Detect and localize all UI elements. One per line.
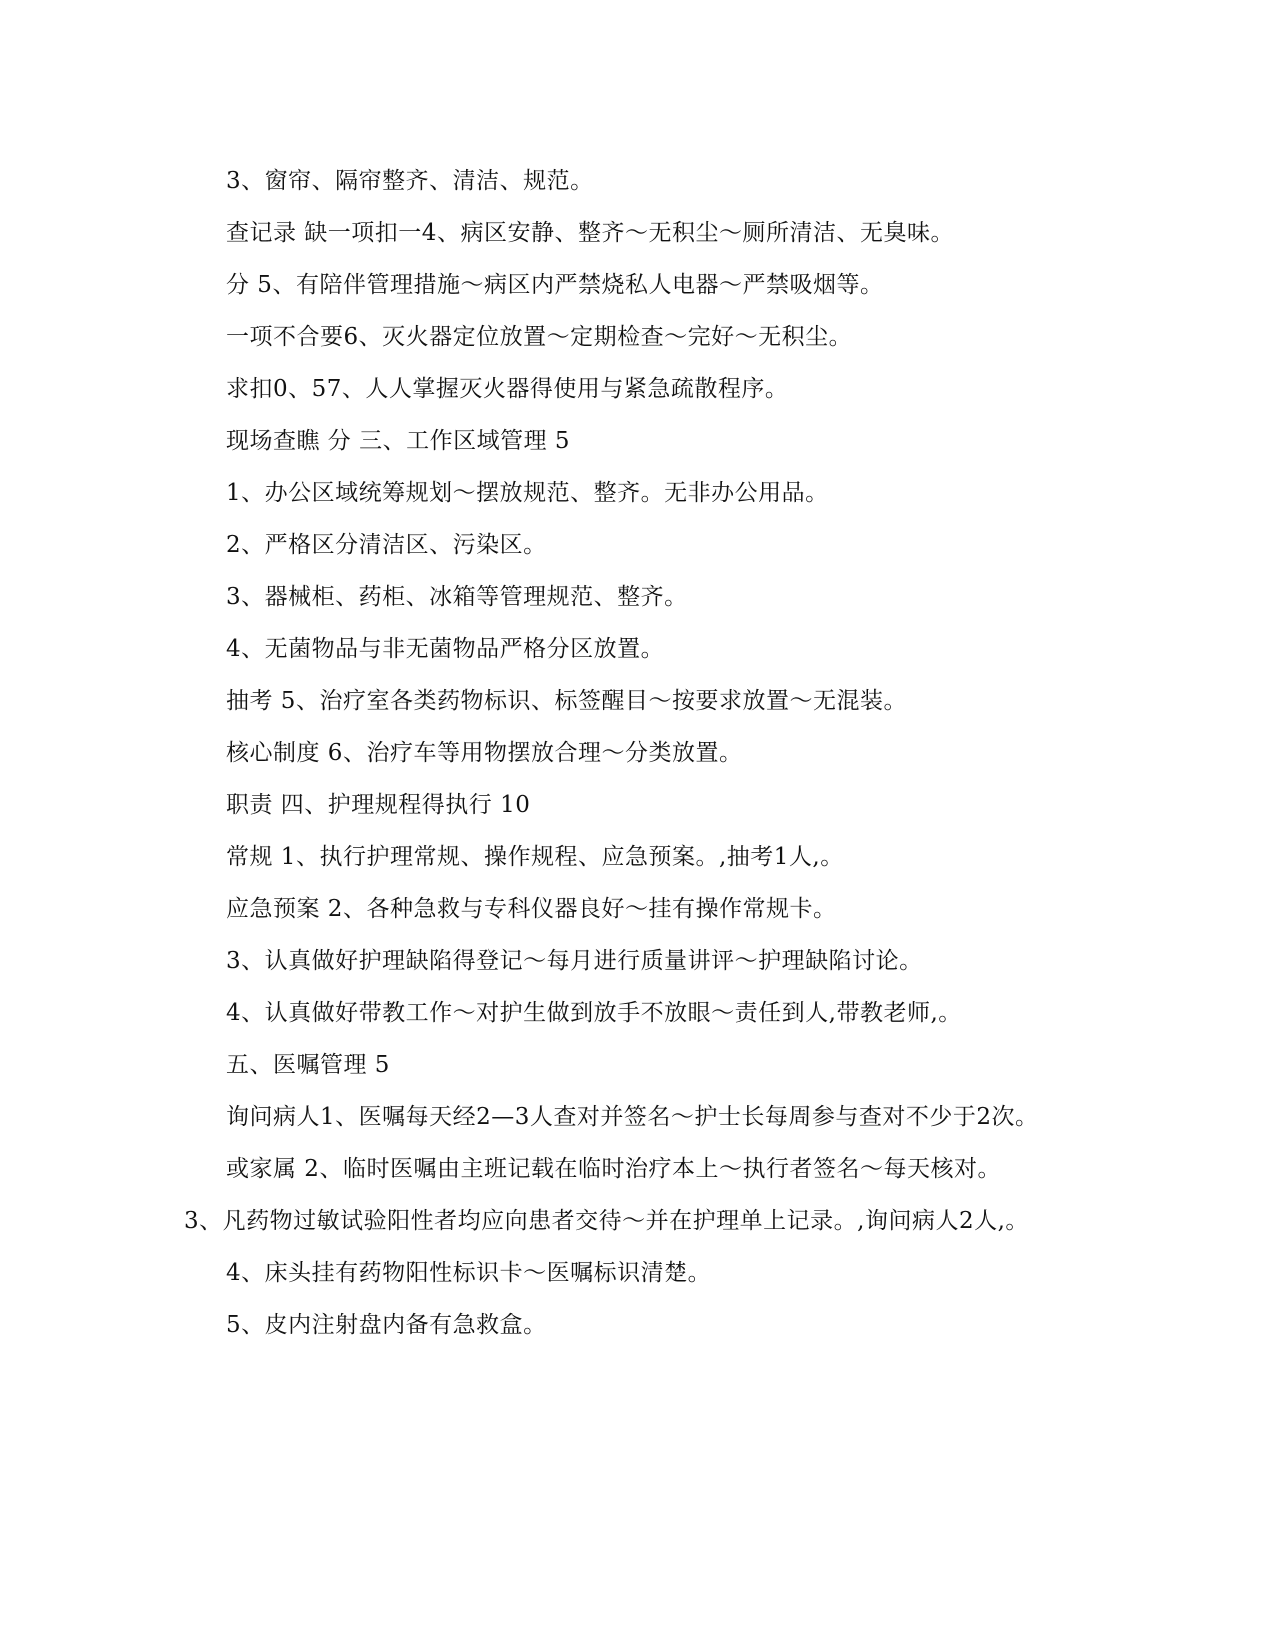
text-line: 3、认真做好护理缺陷得登记～每月进行质量讲评～护理缺陷讨论。 — [226, 948, 923, 974]
text-line: 询问病人1、医嘱每天经2—3人查对并签名～护士长每周参与查对不少于2次。 — [226, 1104, 1039, 1130]
text-line: 核心制度 6、治疗车等用物摆放合理～分类放置。 — [226, 740, 743, 766]
text-line: 或家属 2、临时医嘱由主班记载在临时治疗本上～执行者签名～每天核对。 — [226, 1156, 1001, 1182]
text-line: 五、医嘱管理 5 — [226, 1052, 390, 1078]
text-line: 职责 四、护理规程得执行 10 — [226, 792, 531, 818]
text-line: 3、凡药物过敏试验阳性者均应向患者交待～并在护理单上记录。,询问病人2人,。 — [184, 1208, 1029, 1234]
text-line: 一项不合要6、灭火器定位放置～定期检查～完好～无积尘。 — [226, 324, 853, 350]
text-line: 4、床头挂有药物阳性标识卡～医嘱标识清楚。 — [226, 1260, 712, 1286]
text-line: 4、无菌物品与非无菌物品严格分区放置。 — [226, 636, 665, 662]
text-line: 求扣0、57、人人掌握灭火器得使用与紧急疏散程序。 — [226, 376, 789, 402]
text-line: 3、窗帘、隔帘整齐、清洁、规范。 — [226, 168, 594, 194]
text-line: 现场查瞧 分 三、工作区域管理 5 — [226, 428, 571, 454]
text-line: 应急预案 2、各种急救与专科仪器良好～挂有操作常规卡。 — [226, 896, 837, 922]
text-line: 5、皮内注射盘内备有急救盒。 — [226, 1312, 547, 1338]
text-line: 查记录 缺一项扣一4、病区安静、整齐～无积尘～厕所清洁、无臭味。 — [226, 220, 954, 246]
text-line: 1、办公区域统筹规划～摆放规范、整齐。无非办公用品。 — [226, 480, 829, 506]
text-line: 2、严格区分清洁区、污染区。 — [226, 532, 547, 558]
text-line: 抽考 5、治疗室各类药物标识、标签醒目～按要求放置～无混装。 — [226, 688, 907, 714]
text-line: 4、认真做好带教工作～对护生做到放手不放眼～责任到人,带教老师,。 — [226, 1000, 962, 1026]
text-line: 常规 1、执行护理常规、操作规程、应急预案。,抽考1人,。 — [226, 844, 844, 870]
text-line: 3、器械柜、药柜、冰箱等管理规范、整齐。 — [226, 584, 688, 610]
text-line: 分 5、有陪伴管理措施～病区内严禁烧私人电器～严禁吸烟等。 — [226, 272, 884, 298]
